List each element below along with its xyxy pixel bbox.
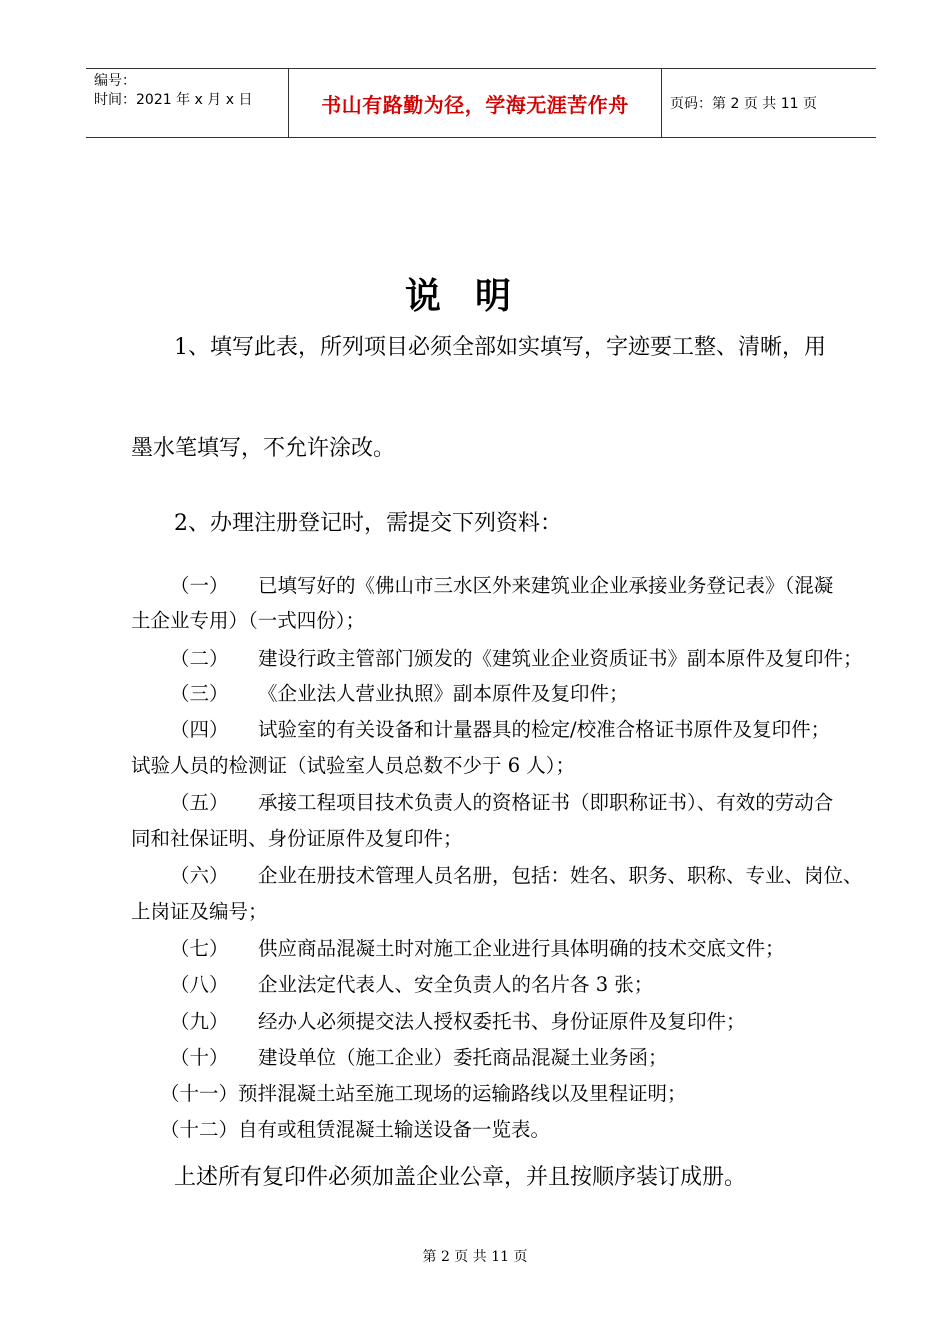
list-item bbox=[170, 933, 785, 961]
item-text: 自有或租赁混凝土输送设备一览表。 bbox=[238, 1118, 551, 1141]
page-header bbox=[86, 68, 876, 138]
item-continuation: 土企业专用）（一式四份）； bbox=[131, 609, 366, 632]
item-text: 建设单位（施工企业）委托商品混凝土业务函； bbox=[258, 1046, 668, 1069]
item-number: （五） bbox=[170, 791, 229, 814]
header-meta bbox=[86, 69, 288, 137]
item-text: 供应商品混凝土时对施工企业进行具体明确的技术交底文件； bbox=[258, 937, 785, 960]
para1-line2: 墨水笔填写，不允许涂改。 bbox=[131, 436, 396, 461]
item-continuation: 试验人员的检测证（试验室人员总数不少于 6 人）； bbox=[131, 754, 576, 777]
item-text: 企业法定代表人、安全负责人的名片各 3 张； bbox=[258, 973, 654, 996]
list-item bbox=[170, 860, 863, 888]
number-label: 编号： bbox=[94, 73, 136, 89]
item-text: 预拌混凝土站至施工现场的运输路线以及里程证明； bbox=[238, 1082, 687, 1105]
header-motto-cell bbox=[288, 69, 662, 137]
list-item bbox=[170, 1042, 668, 1070]
item-text: 企业在册技术管理人员名册，包括：姓名、职务、职称、专业、岗位、 bbox=[258, 864, 863, 887]
para1-line1: 1、填写此表，所列项目必须全部如实填写，字迹要工整、清晰，用 bbox=[174, 335, 826, 360]
list-item bbox=[160, 1078, 687, 1106]
item-number: （四） bbox=[170, 718, 229, 741]
list-item bbox=[170, 678, 629, 706]
para2: 2、办理注册登记时，需提交下列资料： bbox=[174, 511, 562, 536]
item-number: （九） bbox=[170, 1010, 229, 1033]
item-continuation: 上岗证及编号； bbox=[131, 900, 268, 923]
item-number: （十一） bbox=[160, 1082, 239, 1105]
item-number: （一） bbox=[170, 574, 229, 597]
item-number: （七） bbox=[170, 937, 229, 960]
list-item bbox=[170, 570, 833, 598]
list-item bbox=[170, 969, 653, 997]
item-text: 已填写好的《佛山市三水区外来建筑业企业承接业务登记表》（混凝 bbox=[258, 574, 834, 597]
item-text: 试验室的有关设备和计量器具的检定/校准合格证书原件及复印件； bbox=[258, 718, 831, 741]
closing-note: 上述所有复印件必须加盖企业公章，并且按顺序装订成册。 bbox=[174, 1165, 747, 1190]
item-continuation: 同和社保证明、身份证原件及复印件； bbox=[131, 827, 463, 850]
list-item bbox=[170, 643, 863, 671]
page-footer: 第 2 页 共 11 页 bbox=[422, 1249, 528, 1265]
item-number: （十） bbox=[170, 1046, 229, 1069]
list-item bbox=[160, 1114, 550, 1142]
page-title: 说明 bbox=[404, 276, 545, 317]
item-number: （十二） bbox=[160, 1118, 239, 1141]
time-label: 时间：2021 年 x 月 x 日 bbox=[94, 92, 253, 108]
item-number: （八） bbox=[170, 973, 229, 996]
list-item bbox=[170, 714, 830, 742]
page-label: 页码：第 2 页 共 11 页 bbox=[670, 96, 817, 112]
header-page-cell bbox=[662, 69, 876, 137]
item-text: 经办人必须提交法人授权委托书、身份证原件及复印件； bbox=[258, 1010, 746, 1033]
item-number: （六） bbox=[170, 864, 229, 887]
list-item bbox=[170, 1006, 746, 1034]
item-text: 《企业法人营业执照》副本原件及复印件； bbox=[258, 682, 629, 705]
item-number: （二） bbox=[170, 647, 229, 670]
item-text: 承接工程项目技术负责人的资格证书（即职称证书）、有效的劳动合 bbox=[258, 791, 834, 814]
item-text: 建设行政主管部门颁发的《建筑业企业资质证书》副本原件及复印件； bbox=[258, 647, 863, 670]
item-number: （三） bbox=[170, 682, 229, 705]
motto: 书山有路勤为径，学海无涯苦作舟 bbox=[321, 92, 629, 117]
list-item bbox=[170, 787, 833, 815]
